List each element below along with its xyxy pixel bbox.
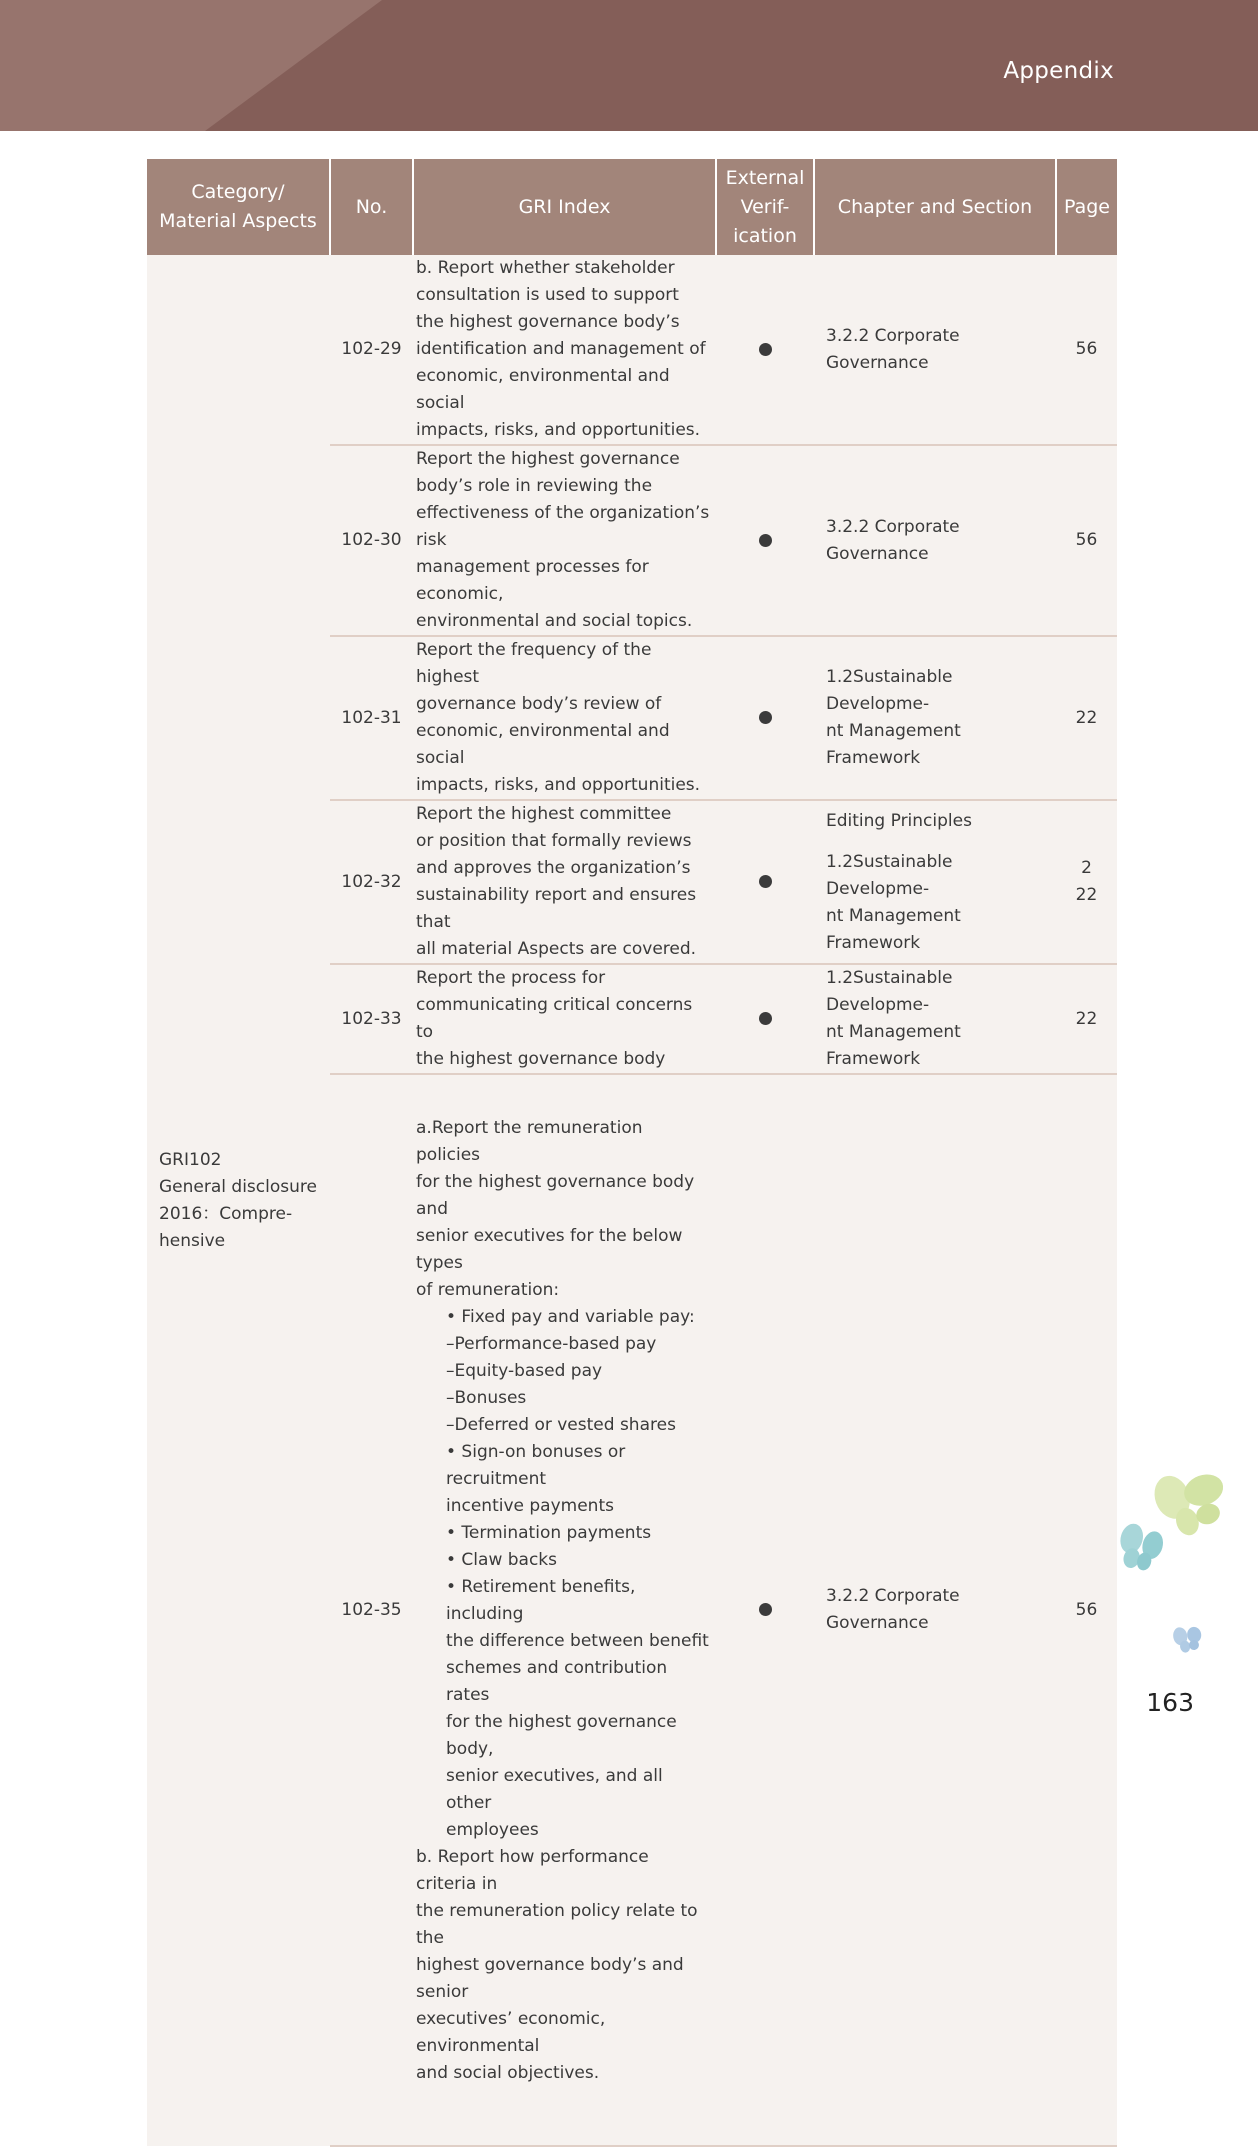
index-subline: for the highest governance body, xyxy=(446,1712,677,1759)
chapter-cell xyxy=(814,1074,1056,2146)
verification-cell xyxy=(716,255,814,445)
chapter-cell xyxy=(814,800,1056,964)
col-header-external-verification: External Verif- ication xyxy=(716,159,814,255)
gri-index-text xyxy=(413,800,716,964)
index-line: Report the highest governance xyxy=(416,449,680,469)
chapter-cell xyxy=(814,255,1056,445)
verified-dot-icon xyxy=(759,343,772,356)
chapter-line: 3.2.2 Corporate Governance xyxy=(826,1586,960,1633)
col-header-gri-index: GRI Index xyxy=(413,159,716,255)
index-line: Report the highest committee xyxy=(416,804,672,824)
page-ref: 56 xyxy=(1075,1599,1098,1620)
index-subline: • Fixed pay and variable pay: xyxy=(446,1307,695,1327)
index-line: environmental and social topics. xyxy=(416,611,693,631)
index-subline: • Claw backs xyxy=(446,1550,558,1570)
index-line: all material Aspects are covered. xyxy=(416,939,697,959)
index-line: a.Report the remuneration policies xyxy=(416,1118,643,1165)
col-header-no: No. xyxy=(330,159,413,255)
page-ref: 56 xyxy=(1075,530,1098,550)
page-cell xyxy=(1056,800,1117,964)
page-cell xyxy=(1056,445,1117,636)
index-line: and social objectives. xyxy=(416,2063,600,2083)
butterfly-icon xyxy=(1149,1459,1230,1543)
index-line: effectiveness of the organization’s risk xyxy=(416,503,710,550)
index-line: b. Report how performance criteria in xyxy=(416,1847,649,1894)
category-line: 2016：Compre- xyxy=(159,1203,293,1224)
disclosure-number: 102-29 xyxy=(330,255,413,445)
index-line: impacts, risks, and opportunities. xyxy=(416,420,701,440)
verified-dot-icon xyxy=(759,711,772,724)
index-line: management processes for economic, xyxy=(416,557,649,604)
gri-index-text xyxy=(413,636,716,800)
disclosure-number: 102-31 xyxy=(330,636,413,800)
index-line: of remuneration: xyxy=(416,1280,560,1300)
index-subline: –Bonuses xyxy=(446,1388,527,1408)
index-line: executives’ economic, environmental xyxy=(416,2009,606,2056)
index-line: governance body’s review of xyxy=(416,694,662,714)
index-line: for the highest governance body and xyxy=(416,1172,695,1219)
index-line: body’s role in reviewing the xyxy=(416,476,653,496)
disclosure-number: 102-30 xyxy=(330,445,413,636)
index-line: sustainability report and ensures that xyxy=(416,885,697,932)
butterfly-icon xyxy=(1172,1624,1204,1654)
gri-index-text xyxy=(413,964,716,1074)
section-title: Appendix xyxy=(1003,58,1114,84)
butterfly-icon xyxy=(1114,1521,1167,1575)
verification-cell xyxy=(716,445,814,636)
chapter-line: 1.2Sustainable Developme- xyxy=(826,667,953,714)
index-subline: senior executives, and all other xyxy=(446,1766,663,1813)
col-header-category: Category/ Material Aspects xyxy=(147,159,330,255)
index-subline: –Performance-based pay xyxy=(446,1334,657,1354)
index-line: consultation is used to support xyxy=(416,285,679,305)
col-header-chapter-section: Chapter and Section xyxy=(814,159,1056,255)
index-subline: • Termination payments xyxy=(446,1523,652,1543)
index-subline: –Equity-based pay xyxy=(446,1361,603,1381)
index-line: communicating critical concerns to xyxy=(416,995,693,1042)
page-ref: 22 xyxy=(1075,1008,1098,1029)
index-line: the highest governance body xyxy=(416,1049,666,1069)
disclosure-number: 102-35 xyxy=(330,1074,413,2146)
page-ref: 22 xyxy=(1075,885,1098,905)
verified-dot-icon xyxy=(759,1603,772,1616)
gri-index-text xyxy=(413,1074,716,2146)
page-cell xyxy=(1056,636,1117,800)
index-line: senior executives for the below types xyxy=(416,1226,683,1273)
page-ref: 22 xyxy=(1075,707,1098,728)
page-ref: 56 xyxy=(1075,339,1098,359)
chapter-line: nt Management Framework xyxy=(826,1022,961,1069)
verified-dot-icon xyxy=(759,875,772,888)
index-line: impacts, risks, and opportunities. xyxy=(416,775,701,795)
index-line: the remuneration policy relate to the xyxy=(416,1901,698,1948)
index-line: and approves the organization’s xyxy=(416,858,691,878)
category-line: hensive xyxy=(159,1230,226,1251)
category-line: GRI102 xyxy=(159,1149,222,1170)
verification-cell xyxy=(716,800,814,964)
index-subline: employees xyxy=(446,1820,539,1840)
index-line: Report the frequency of the highest xyxy=(416,640,652,687)
index-subline: incentive payments xyxy=(446,1496,614,1516)
gri-index-text xyxy=(413,445,716,636)
chapter-line: 1.2Sustainable Developme- xyxy=(826,968,953,1015)
chapter-cell xyxy=(814,964,1056,1074)
page-cell xyxy=(1056,1074,1117,2146)
index-line: economic, environmental and social xyxy=(416,366,670,413)
col-header-page: Page xyxy=(1056,159,1117,255)
verification-cell xyxy=(716,636,814,800)
index-line: Report the process for xyxy=(416,968,606,988)
index-line: or position that formally reviews xyxy=(416,831,692,851)
chapter-line: 1.2Sustainable Developme- xyxy=(826,851,953,899)
index-line: the highest governance body’s xyxy=(416,312,680,332)
index-line: highest governance body’s and senior xyxy=(416,1955,684,2002)
page-ref: 2 xyxy=(1081,858,1092,878)
category-line: General disclosure xyxy=(159,1176,317,1197)
chapter-cell xyxy=(814,636,1056,800)
gri-index-table xyxy=(147,159,1117,2147)
index-line: economic, environmental and social xyxy=(416,721,670,768)
table-row xyxy=(147,255,1117,445)
chapter-line: nt Management Framework xyxy=(826,721,961,768)
index-subline: schemes and contribution rates xyxy=(446,1658,668,1705)
page-cell xyxy=(1056,255,1117,445)
index-line: identification and management of xyxy=(416,339,706,359)
verification-cell xyxy=(716,964,814,1074)
table-header-row xyxy=(147,159,1117,255)
verification-cell xyxy=(716,1074,814,2146)
category-cell xyxy=(147,255,330,2146)
page-number: 163 xyxy=(1146,1688,1194,1717)
verified-dot-icon xyxy=(759,534,772,547)
chapter-line: 3.2.2 Corporate Governance xyxy=(826,325,960,373)
disclosure-number: 102-32 xyxy=(330,800,413,964)
index-subline: –Deferred or vested shares xyxy=(446,1415,676,1435)
page-cell xyxy=(1056,964,1117,1074)
verified-dot-icon xyxy=(759,1012,772,1025)
chapter-line: 3.2.2 Corporate Governance xyxy=(826,516,960,564)
index-subline: the difference between benefit xyxy=(446,1631,709,1651)
gri-index-text xyxy=(413,255,716,445)
chapter-cell xyxy=(814,445,1056,636)
index-subline: • Sign-on bonuses or recruitment xyxy=(446,1442,626,1489)
chapter-line: Editing Principles xyxy=(826,810,972,831)
disclosure-number: 102-33 xyxy=(330,964,413,1074)
chapter-line: nt Management Framework xyxy=(826,905,961,953)
index-line: b. Report whether stakeholder xyxy=(416,258,675,278)
index-subline: • Retirement benefits, including xyxy=(446,1577,636,1624)
butterfly-decoration xyxy=(1110,1455,1230,1665)
